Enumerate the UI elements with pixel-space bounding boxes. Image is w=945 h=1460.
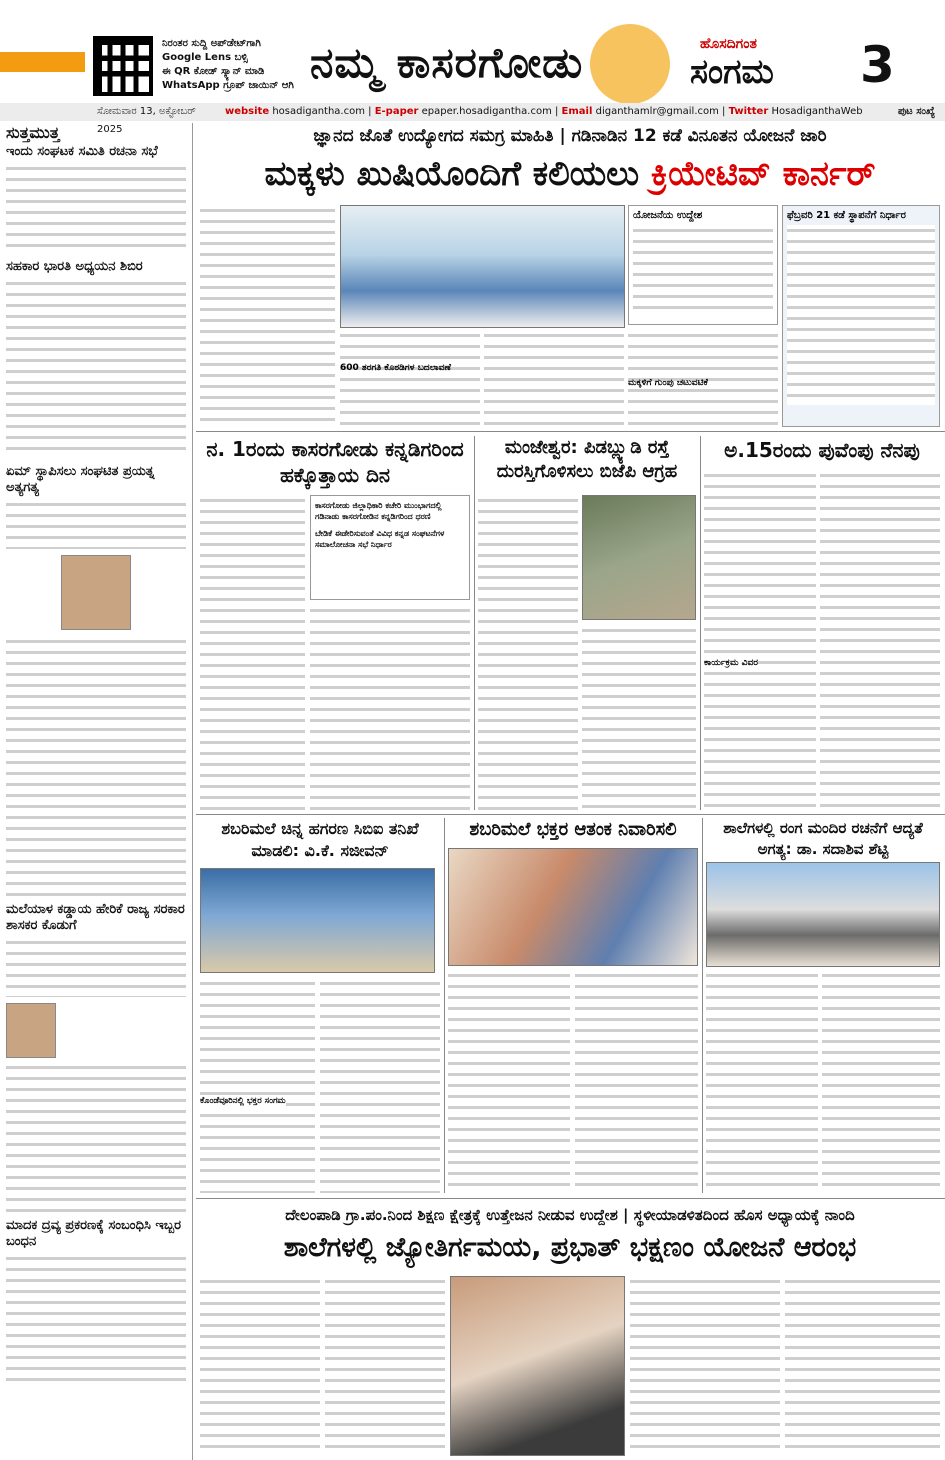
row3-a-headline: ಶಬರಿಮಲೆ ಚಿನ್ನ ಹಗರಣ ಸಿಬಿಐ ತನಿಖೆ ಮಾಡಲಿ: ವಿ.ಕೆ. ಸಜೀವನ್ [200,818,440,862]
event-photo [200,868,435,973]
mid-b-story-col1 [478,495,578,810]
brand-small: ಹೊಸದಿಗಂತ [700,36,757,52]
row3-a-subhead: ಕೊಂಡೆವೂರಿನಲ್ಲಿ ಭಕ್ತರ ಸಂಗಮ [200,1096,286,1106]
top-story-col2 [340,330,480,427]
box-decision-title: ಫೆಬ್ರವರಿ 21 ಕಡೆ ಸ್ಥಾಪನೆಗೆ ನಿರ್ಧಾರ [787,210,906,221]
left-story-3-cont [6,636,186,896]
classroom-photo [340,205,625,328]
bottom-story-col1 [200,1276,320,1456]
school-children-photo [450,1276,625,1456]
left-story-1 [6,163,186,253]
bottom-headline: ಶಾಲೆಗಳಲ್ಲಿ ಜ್ಯೋತಿರ್ಗಮಯ, ಪ್ರಭಾತ್ ಭಕ್ಷಣಂ ಯೋಜನೆ ಆರಂಭ [200,1228,940,1268]
qr-text-line: ಈ QR ಕೋಡ್ ಸ್ಕ್ಯಾನ್ ಮಾಡಿ [162,66,265,77]
divider [196,814,945,815]
row3-b-headline: ಶಬರಿಮಲೆ ಭಕ್ತರ ಆತಂಕ ನಿವಾರಿಸಲಿ [448,818,698,842]
qr-text-line: WhatsApp ಗ್ರೂಪ್ ಜಾಯಿನ್ ಆಗಿ [162,80,294,91]
left-headline-5: ಮಾದಕ ದ್ರವ್ಯ ಪ್ರಕರಣಕ್ಕೆ ಸಂಬಂಧಿಸಿ ಇಬ್ಬರ ಬಂಧನ [6,1218,182,1249]
divider [700,436,701,810]
left-story-3 [6,499,186,549]
divider [474,436,475,810]
damaged-road-photo [582,495,696,620]
portrait-photo-2 [6,1003,56,1058]
box-decision-text [787,225,935,405]
row3-a-story-col2 [320,978,440,1193]
left-story-4-cont [6,1062,186,1212]
top-story-col3 [484,330,624,427]
mid-a-headline: ನ. 1ರಂದು ಕಾಸರಗೋಡು ಕನ್ನಡಿಗರಿಂದ ಹಕ್ಕೊತ್ತಾಯ ದಿನ [200,436,470,488]
left-column [0,123,193,1460]
mid-c-story-col1 [704,470,816,810]
left-headline-4: ಮಲೆಯಾಳ ಕಡ್ಡಾಯ ಹೇರಿಕೆ ರಾಜ್ಯ ಸರಕಾರ ಶಾಸಕರ ಕೊಡುಗೆ [6,902,185,933]
mid-b-headline: ಮಂಜೇಶ್ವರ: ಪಿಡಬ್ಲ್ಯುಡಿ ರಸ್ತೆ ದುರಸ್ತಿಗೊಳಿಸಲು ಬಿಜೆಪಿ ಆಗ್ರಹ [478,436,696,484]
mid-a-bullet-2: ಬೇಡಿಕೆ ಈಡೇರಿಸುವಂತೆ ವಿವಿಧ ಕನ್ನಡ ಸಂಘಟನೆಗಳ ಸಮಾಲೋಚನಾ ಸಭೆ ನಿರ್ಧಾರ [315,529,445,549]
twitter-link[interactable]: HosadiganthaWeb [771,106,863,117]
contact-links: website hosadiganthа.com | E-paper epaper.hosadigantha.com | Email diganthamlr@gmail.com | Twitter HosadiganthaWeb [225,106,863,117]
box-objective-text [633,225,773,315]
mid-b-story-col2 [582,625,696,810]
top-headline-black: ಮಕ್ಕಳು ಖುಷಿಯೊಂದಿಗೆ ಕಲಿಯಲು [264,154,640,194]
orange-accent-bar [0,52,85,72]
top-story-col1 [200,205,335,427]
epaper-label: E-paper [374,106,419,117]
email-label: Email [561,106,593,117]
bottom-story-col4 [785,1276,940,1456]
mid-a-bullet-1: ಕಾಸರಗೋಡು ಜಿಲ್ಲಾಧಿಕಾರಿ ಕಚೇರಿ ಮುಂಭಾಗದಲ್ಲಿ ಗಡಿನಾಡು ಕಾಸರಗೋಡಿನ ಕನ್ನಡಿಗರಿಂದ ಧರಣಿ [315,501,442,521]
mid-c-headline: ಅ.15ರಂದು ಪುವೆಂಪು ನೆನಪು [704,436,940,464]
bottom-story-col2 [325,1276,445,1456]
row3-c-story-col2 [822,970,940,1193]
portrait-photo [61,555,131,630]
box-objective [628,205,778,325]
mid-c-subhead: ಕಾರ್ಯಕ್ರಮ ವಿವರ [704,658,758,668]
divider [444,818,445,1193]
mid-a-story-col2 [310,605,470,810]
top-subhead-2: ಮಕ್ಕಳಿಗೆ ಗುಂಪು ಚಟುವಟಿಕೆ [628,378,708,388]
divider [702,818,703,1193]
qr-code[interactable] [93,36,153,96]
mid-c-story-col2 [820,470,940,810]
sun-graphic [590,24,670,104]
page-label: ಪುಟ ಸಂಖ್ಯೆ [898,106,935,117]
website-link[interactable]: hosadiganthа.com [272,106,365,117]
top-kicker: ಜ್ಞಾನದ ಜೊತೆ ಉದ್ಯೋಗದ ಸಮಗ್ರ ಮಾಹಿತಿ | ಗಡಿನಾಡಿನ 12 ಕಡೆ ವಿನೂತನ ಯೋಜನೆ ಜಾರಿ [200,126,940,146]
email-link[interactable]: diganthamlr@gmail.com [595,106,719,117]
epaper-link[interactable]: epaper.hosadigantha.com [421,106,552,117]
left-story-4 [6,937,186,997]
bottom-story-col3 [630,1276,780,1456]
left-story-2 [6,278,186,458]
left-headline-1: ಇಂದು ಸಂಘಟಕ ಸಮಿತಿ ರಚನಾ ಸಭೆ [6,144,158,159]
devotees-photo [448,848,698,966]
box-decision [782,205,940,427]
page-number: 3 [860,36,895,94]
mid-a-story-col1 [200,495,305,810]
bottom-kicker: ದೇಲಂಪಾಡಿ ಗ್ರಾ.ಪಂ.ನಿಂದ ಶಿಕ್ಷಣ ಕ್ಷೇತ್ರಕ್ಕೆ ಉತ್ತೇಜನ ನೀಡುವ ಉದ್ದೇಶ | ಸ್ಥಳೀಯಾಡಳಿತದಿಂದ ಹೊಸ ಅಧ್ಯಾಯಕ್ಕೆ ನಾಂದಿ [200,1206,940,1224]
brand-big: ಸಂಗಮ [690,52,774,92]
row3-c-headline: ಶಾಲೆಗಳಲ್ಲಿ ರಂಗ ಮಂದಿರ ರಚನೆಗೆ ಆದ್ಯತೆ ಅಗತ್ಯ: ಡಾ. ಸದಾಶಿವ ಶೆಟ್ಟಿ [706,818,940,860]
group-photo [706,862,940,967]
qr-text-line: ನಿರಂತರ ಸುದ್ದಿ ಅಪ್‌ಡೇಟ್‌ಗಾಗಿ [162,38,261,49]
qr-text-line: Google Lens ಬಳ್ಸಿ [162,52,248,63]
divider [196,1198,945,1199]
masthead [0,0,945,100]
issue-date: ಸೋಮವಾರ 13, ಅಕ್ಟೋಬರ್ 2025 [97,106,196,135]
divider [196,431,945,432]
page-title: ನಮ್ಮ ಕಾಸರಗೋಡು [310,38,584,87]
top-headline [200,150,940,198]
section-brand: ಸುತ್ತಮುತ್ತ [6,123,60,142]
mid-a-bullets [310,495,470,600]
box-objective-title: ಯೋಜನೆಯ ಉದ್ದೇಶ [633,210,703,221]
row3-c-story-col1 [706,970,818,1193]
row3-b-story-col2 [575,970,698,1193]
top-headline-red: ಕ್ರಿಯೇಟಿವ್ ಕಾರ್ನರ್ [650,154,876,194]
website-label: website [225,106,270,117]
left-story-5 [6,1253,186,1383]
twitter-label: Twitter [728,106,769,117]
top-subhead-1: 600 ತರಗತಿ ಕೊಠಡಿಗಳ ಬದಲಾವಣೆ [340,363,451,373]
row3-b-story-col1 [448,970,570,1193]
qr-instructions [162,37,294,93]
left-headline-2: ಸಹಕಾರ ಭಾರತಿ ಅಧ್ಯಯನ ಶಿಬಿರ [6,259,143,274]
left-headline-3: ಏಮ್ ಸ್ಥಾಪಿಸಲು ಸಂಘಟಿತ ಪ್ರಯತ್ನ ಅತ್ಯಗತ್ಯ [6,464,155,495]
row3-a-story-col1 [200,978,315,1193]
